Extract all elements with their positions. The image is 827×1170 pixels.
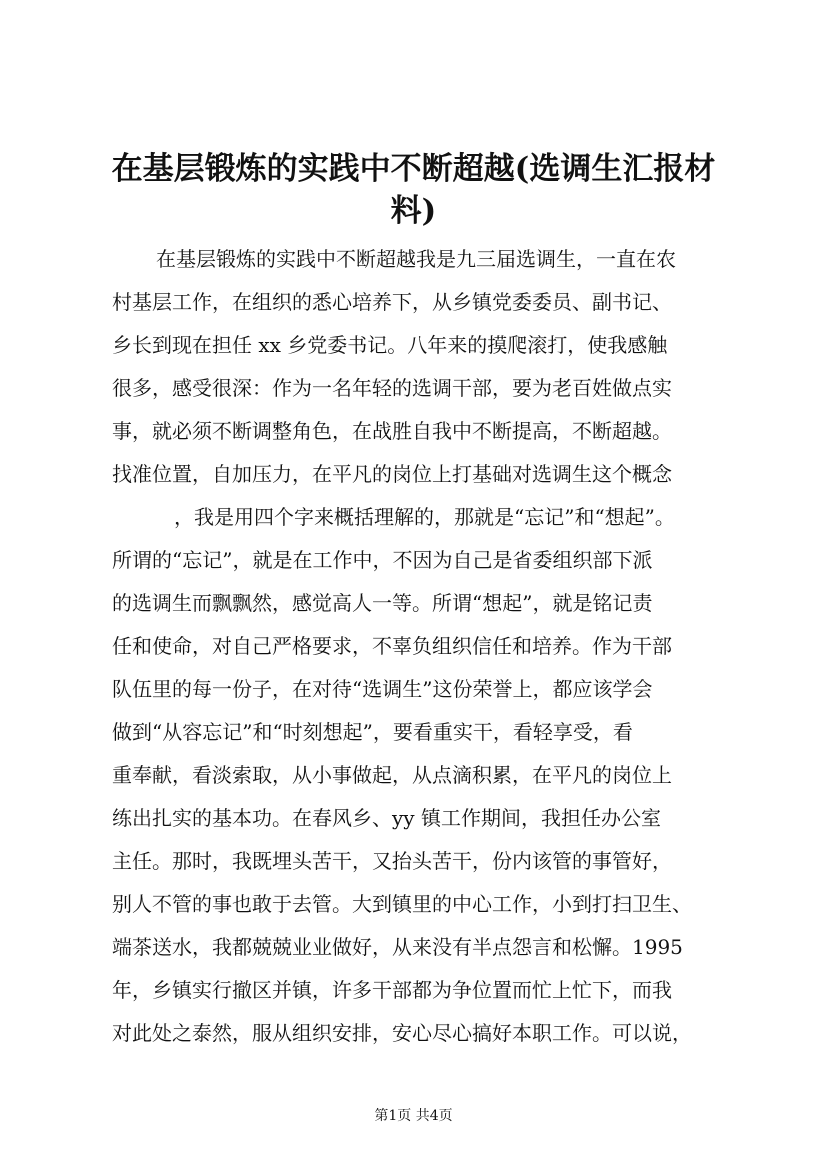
body-line: 年，乡镇实行撤区并镇，许多干部都为争位置而忙上忙下，而我 — [112, 978, 672, 1002]
title-line-1: 在基层锻炼的实践中不断超越(选调生汇报材 — [111, 151, 716, 187]
page-number-footer: 第1页 共4页 — [374, 1108, 453, 1124]
body-line: 乡长到现在担任 xx 乡党委书记。八年来的摸爬滚打，使我感触 — [112, 333, 668, 357]
body-line: 练出扎实的基本功。在春风乡、yy 镇工作期间，我担任办公室 — [112, 806, 661, 830]
body-line: 重奉献，看淡索取，从小事做起，从点滴积累，在平凡的岗位上 — [112, 763, 672, 787]
body-line: 所谓的“忘记”，就是在工作中，不因为自己是省委组织部下派 — [112, 548, 653, 572]
body-line: 端茶送水，我都兢兢业业做好，从来没有半点怨言和松懈。1995 — [112, 935, 683, 959]
title-line-2: 料) — [390, 193, 437, 229]
body-line: 找准位置，自加压力，在平凡的岗位上打基础对选调生这个概念 — [112, 462, 672, 486]
body-line: 别人不管的事也敢于去管。大到镇里的中心工作，小到打扫卫生、 — [112, 892, 692, 916]
body-line: 任和使命，对自己严格要求，不辜负组织信任和培养。作为干部 — [112, 634, 672, 658]
body-line: 的选调生而飘飘然，感觉高人一等。所谓“想起”，就是铭记责 — [112, 591, 653, 615]
body-line: 很多，感受很深：作为一名年轻的选调干部，要为老百姓做点实 — [112, 376, 672, 400]
body-line: 事，就必须不断调整角色，在战胜自我中不断提高，不断超越。 — [112, 419, 672, 443]
body-line: 队伍里的每一份子，在对待“选调生”这份荣誉上，都应该学会 — [112, 677, 653, 701]
document-body — [112, 238, 742, 1055]
body-line: 对此处之泰然，服从组织安排，安心尽心搞好本职工作。可以说， — [112, 1021, 692, 1045]
body-line: 主任。那时，我既埋头苦干，又抬头苦干，份内该管的事管好， — [112, 849, 672, 873]
body-line: 在基层锻炼的实践中不断超越我是九三届选调生，一直在农 — [156, 247, 676, 271]
body-line: ，我是用四个字来概括理解的，那就是“忘记”和“想起”。 — [174, 505, 675, 529]
body-line: 做到“从容忘记”和“时刻想起”，要看重实干，看轻享受，看 — [112, 720, 633, 744]
body-line: 村基层工作，在组织的悉心培养下，从乡镇党委委员、副书记、 — [112, 290, 672, 314]
document-title — [100, 148, 727, 232]
